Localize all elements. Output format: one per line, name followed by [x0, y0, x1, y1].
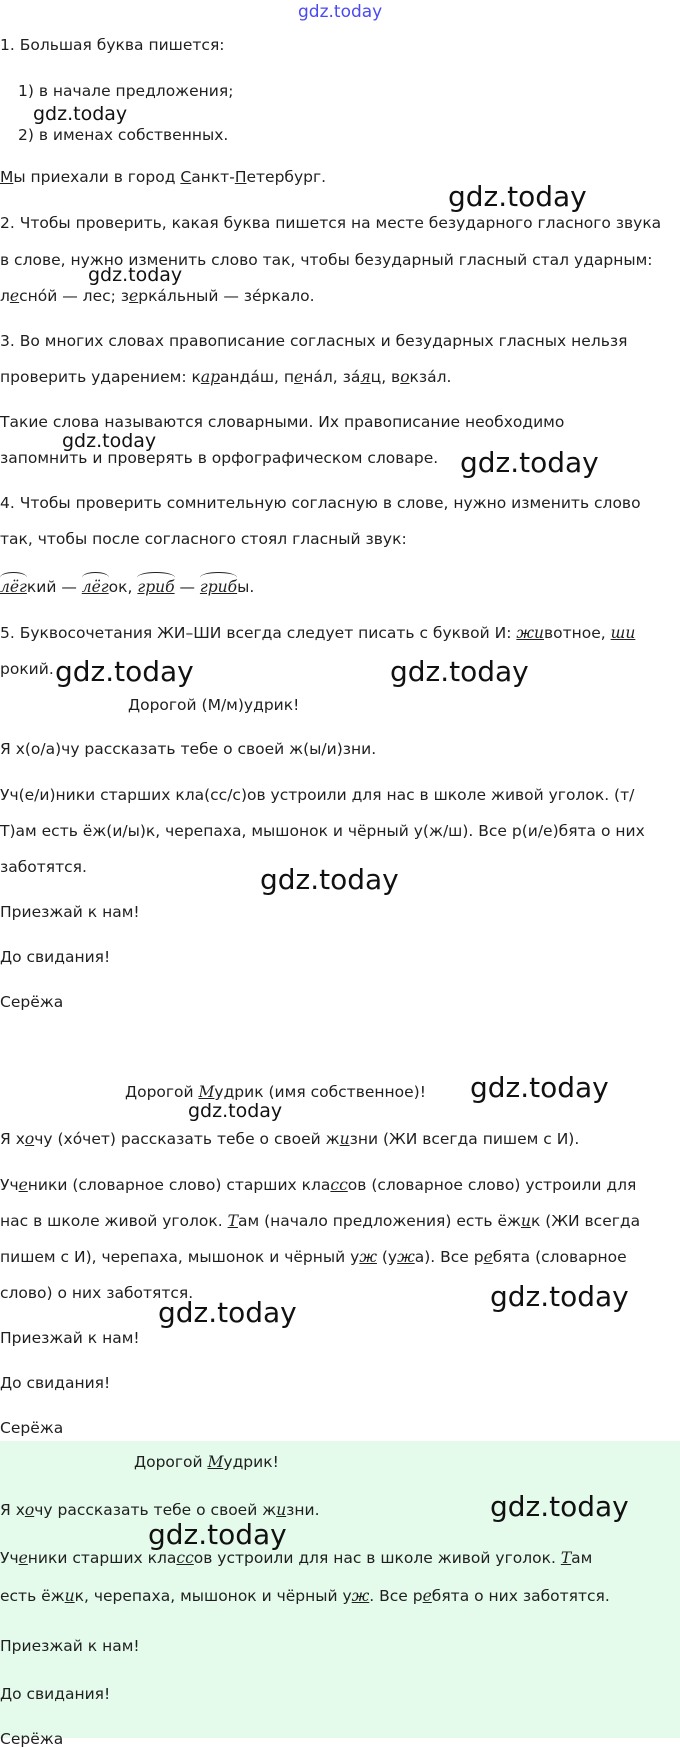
- letter-text: ам: [571, 1549, 593, 1567]
- example-text: ы приехали в город: [13, 168, 181, 186]
- letter1-p4: До свидания!: [0, 948, 111, 966]
- letter-text: Я х: [0, 1130, 25, 1148]
- rule-text: на́л, за́: [303, 368, 361, 386]
- letter-text: зни.: [286, 1501, 320, 1519]
- letter-text: Уч: [0, 1176, 19, 1194]
- capital-letter: С: [180, 168, 192, 186]
- watermark: gdz.today: [33, 103, 128, 125]
- rule3-line1: 3. Во многих словах правописание согласных и безударных гласных нельзя: [0, 332, 628, 350]
- letter2-signature: Серёжа: [0, 1419, 64, 1437]
- letter2-p2a: [0, 1176, 636, 1194]
- letter-mark: е: [18, 1176, 28, 1194]
- letter-mark: и: [339, 1130, 350, 1148]
- rule-text: кза́л.: [409, 368, 452, 386]
- vowel-mark: о: [400, 368, 410, 386]
- letter-text: бята (словарное: [492, 1248, 627, 1266]
- rule-text: 5. Буквосочетания ЖИ–ШИ всегда следует писать с буквой И:: [0, 624, 517, 642]
- vowel-mark: я: [360, 368, 371, 386]
- letter-text: чу (хо́чет) рассказать тебе о своей ж: [34, 1130, 340, 1148]
- letter1-signature: Серёжа: [0, 993, 64, 1011]
- syllable-mark: ши: [610, 624, 636, 642]
- watermark: gdz.today: [470, 1071, 609, 1104]
- letter3-p1: [0, 1501, 320, 1519]
- rule2-line2: в слове, нужно изменить слово так, чтобы безударный гласный стал ударным:: [0, 251, 653, 269]
- rule4-line1: 4. Чтобы проверить сомнительную согласную в слове, нужно изменить слово: [0, 494, 641, 512]
- example-text: сно́й — лес; з: [19, 287, 130, 305]
- letter-text: нас в школе живой уголок.: [0, 1212, 228, 1230]
- watermark: gdz.today: [148, 1518, 287, 1551]
- example-text: кий —: [26, 578, 82, 596]
- watermark: gdz.today: [448, 180, 587, 213]
- watermark: gdz.today: [62, 430, 157, 452]
- letter3-greeting: [134, 1453, 279, 1471]
- rule3-line3: Такие слова называются словарными. Их правописание необходимо: [0, 413, 565, 431]
- letter-text: к (ЖИ всегда: [530, 1212, 641, 1230]
- letter1-p2b: Т)ам есть ёж(и/ы)к, черепаха, мышонок и чёрный у(ж/ш). Все р(и/е)бята о них: [0, 822, 645, 840]
- letter-text: Я х: [0, 1501, 25, 1519]
- watermark: gdz.today: [490, 1280, 629, 1313]
- capital-letter: М: [0, 168, 14, 186]
- root-mark: лёг: [0, 578, 27, 596]
- watermark: gdz.today: [88, 264, 183, 286]
- rule-text: ц, в: [370, 368, 401, 386]
- root-mark: лёг: [81, 578, 109, 596]
- letter-mark: ж: [351, 1587, 370, 1605]
- letter-mark: Т: [560, 1549, 572, 1567]
- letter-text: ам (начало предложения) есть ёж: [237, 1212, 521, 1230]
- syllable-mark: жи: [516, 624, 544, 642]
- watermark: gdz.today: [260, 863, 399, 896]
- letter1-p1: Я х(о/а)чу рассказать тебе о своей ж(ы/и)зни.: [0, 740, 377, 758]
- letter2-p4: До свидания!: [0, 1374, 111, 1392]
- letter-mark: сс: [176, 1549, 194, 1567]
- letter-text: к, черепаха, мышонок и чёрный у: [74, 1587, 352, 1605]
- vowel-mark: е: [294, 368, 304, 386]
- letter2-greeting: [125, 1083, 426, 1101]
- watermark: gdz.today: [390, 655, 529, 688]
- site-link[interactable]: gdz.today: [298, 2, 383, 22]
- letter-mark: М: [207, 1453, 224, 1471]
- rule5-line1: [0, 624, 635, 642]
- rule1-title: 1. Большая буква пишется:: [0, 36, 225, 54]
- rule4-example: [0, 578, 254, 596]
- vowel-mark: ар: [200, 368, 221, 386]
- letter-text: Дорогой: [134, 1453, 208, 1471]
- letter3-p2a: [0, 1549, 592, 1567]
- letter3-p2b: [0, 1587, 610, 1605]
- watermark: gdz.today: [188, 1100, 283, 1122]
- letter3-signature: Серёжа: [0, 1730, 64, 1748]
- letter-text: удрик!: [223, 1453, 279, 1471]
- letter2-p1: [0, 1130, 579, 1148]
- vowel-mark: е: [9, 287, 20, 305]
- letter-mark: и: [64, 1587, 75, 1605]
- example-text: рка́льный — зе́ркало.: [138, 287, 315, 305]
- root-mark: гриб: [137, 578, 175, 596]
- letter-mark: е: [483, 1248, 493, 1266]
- letter-text: ов (словарное слово) устроили для: [347, 1176, 637, 1194]
- root-mark: гриб: [199, 578, 238, 596]
- letter-text: пишем с И), черепаха, мышонок и чёрный у: [0, 1248, 360, 1266]
- rule-text: вотное,: [543, 624, 611, 642]
- example-text: л: [0, 287, 10, 305]
- letter-text: Уч: [0, 1549, 19, 1567]
- watermark: gdz.today: [158, 1296, 297, 1329]
- letter1-greeting: Дорогой (М/м)удрик!: [128, 696, 300, 714]
- letter-mark: Т: [227, 1212, 238, 1230]
- watermark: gdz.today: [460, 446, 599, 479]
- letter-text: зни (ЖИ всегда пишем с И).: [349, 1130, 580, 1148]
- rule2-line1: 2. Чтобы проверить, какая буква пишется на месте безударного гласного звука: [0, 214, 662, 232]
- letter-mark: сс: [330, 1176, 348, 1194]
- letter-text: Дорогой: [125, 1083, 199, 1101]
- letter-mark: е: [422, 1587, 432, 1605]
- rule-text: проверить ударением: к: [0, 368, 201, 386]
- rule3-line4: запомнить и проверять в орфографическом словаре.: [0, 449, 439, 467]
- letter2-p2d: слово) о них заботятся.: [0, 1284, 194, 1302]
- letter-mark: ж: [359, 1248, 377, 1266]
- rule1-item1: 1) в начале предложения;: [18, 82, 234, 100]
- watermark: gdz.today: [55, 655, 194, 688]
- example-text: ы.: [237, 578, 255, 596]
- letter3-p4: До свидания!: [0, 1685, 111, 1703]
- letter-text: бята о них заботятся.: [431, 1587, 610, 1605]
- watermark: gdz.today: [490, 1490, 629, 1523]
- rule4-line2: так, чтобы после согласного стоял гласный звук:: [0, 530, 407, 548]
- letter-mark: о: [24, 1130, 35, 1148]
- letter-mark: и: [521, 1212, 531, 1230]
- example-text: анкт-: [191, 168, 235, 186]
- letter-text: ов устроили для нас в школе живой уголок.: [193, 1549, 561, 1567]
- rule-text: анда́ш, п: [220, 368, 295, 386]
- letter-text: чу рассказать тебе о своей ж: [34, 1501, 277, 1519]
- letter1-p2a: Уч(е/и)ники старших кла(сс/с)ов устроили для нас в школе живой уголок. (т/: [0, 786, 635, 804]
- rule2-example: [0, 287, 315, 305]
- letter-mark: М: [198, 1083, 215, 1101]
- letter2-p2b: [0, 1212, 640, 1230]
- rule1-item2: 2) в именах собственных.: [18, 126, 229, 144]
- letter2-p2c: [0, 1248, 627, 1266]
- letter1-p3: Приезжай к нам!: [0, 903, 140, 921]
- letter-mark: ж: [397, 1248, 415, 1266]
- letter-text: есть ёж: [0, 1587, 65, 1605]
- letter-mark: о: [24, 1501, 35, 1519]
- letter-text: (у: [376, 1248, 398, 1266]
- letter-text: а). Все р: [414, 1248, 484, 1266]
- letter3-p3: Приезжай к нам!: [0, 1637, 140, 1655]
- letter-text: удрик (имя собственное)!: [214, 1083, 426, 1101]
- letter-text: ники (словарное слово) старших кла: [27, 1176, 331, 1194]
- rule1-example: [0, 168, 326, 186]
- letter-mark: и: [276, 1501, 287, 1519]
- rule5-line2: рокий.: [0, 660, 54, 678]
- letter1-p2c: заботятся.: [0, 858, 87, 876]
- letter-text: ники старших кла: [27, 1549, 177, 1567]
- example-text: етербург.: [246, 168, 327, 186]
- capital-letter: П: [234, 168, 247, 186]
- example-text: ок,: [108, 578, 138, 596]
- letter-text: . Все р: [369, 1587, 423, 1605]
- example-text: —: [174, 578, 200, 596]
- vowel-mark: е: [129, 287, 139, 305]
- letter2-p3: Приезжай к нам!: [0, 1329, 140, 1347]
- rule3-line2: [0, 368, 451, 386]
- letter-mark: е: [18, 1549, 28, 1567]
